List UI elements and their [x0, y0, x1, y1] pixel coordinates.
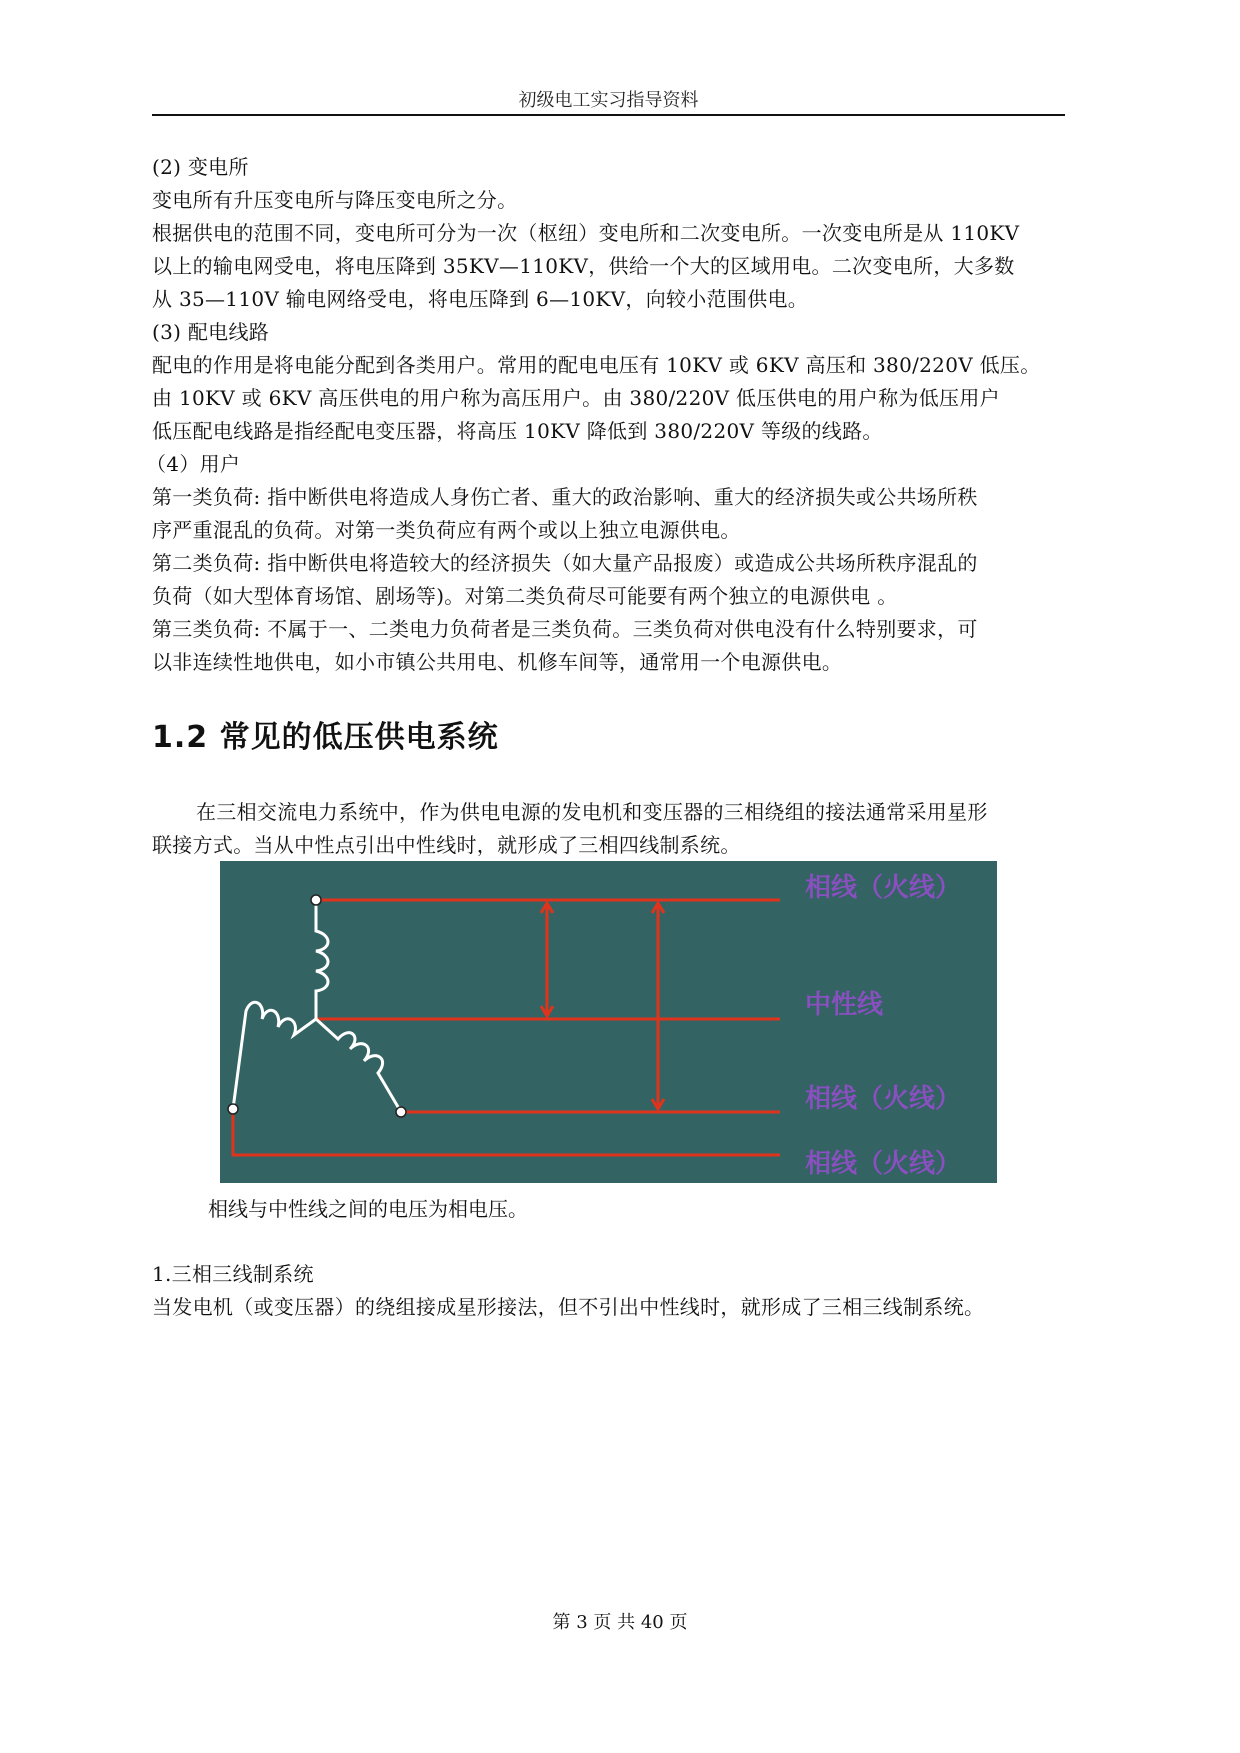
text-line: (3) 配电线路 [152, 320, 270, 344]
winding-right [316, 1019, 401, 1112]
label-neutral: 中性线 [805, 990, 884, 1020]
text-line: 以上的输电网受电，将电压降到 35KV—110KV，供给一个大的区域用电。二次变电所，大多数 [152, 254, 1015, 278]
text-line: 低压配电线路是指经配电变压器，将高压 10KV 降低到 380/220V 等级的线路。 [152, 419, 883, 443]
text-line: 第三类负荷: 不属于一、二类电力负荷者是三类负荷。三类负荷对供电没有什么特别要求，可 [152, 617, 978, 641]
text-line: 序严重混乱的负荷。对第一类负荷应有两个或以上独立电源供电。 [152, 518, 741, 542]
paragraph-line: 联接方式。当从中性点引出中性线时，就形成了三相四线制系统。 [152, 833, 741, 857]
text-line: 从 35—110V 输电网络受电，将电压降到 6—10KV，向较小范围供电。 [152, 287, 809, 311]
terminal-c [228, 1104, 238, 1114]
figure-caption: 相线与中性线之间的电压为相电压。 [208, 1197, 528, 1221]
section-heading: 1.2 常见的低压供电系统 [152, 720, 499, 755]
label-phase-a: 相线（火线） [805, 873, 962, 903]
winding-top [316, 900, 328, 1019]
phase-line-c [233, 1109, 780, 1155]
text-line: 第一类负荷: 指中断供电将造成人身伤亡者、重大的政治影响、重大的经济损失或公共场所秩 [152, 485, 978, 509]
header-rule [152, 114, 1065, 116]
label-phase-c: 相线（火线） [805, 1149, 962, 1179]
paragraph-line: 在三相交流电力系统中，作为供电电源的发电机和变压器的三相绕组的接法通常采用星形 [196, 800, 988, 824]
terminal-a [311, 895, 321, 905]
terminal-b [396, 1107, 406, 1117]
label-phase-b: 相线（火线） [805, 1084, 962, 1114]
text-line: 由 10KV 或 6KV 高压供电的用户称为高压用户。由 380/220V 低压供电的用户称为低压用户 [152, 386, 1000, 410]
text-line: （4）用户 [146, 452, 241, 476]
subsection-heading: 1.三相三线制系统 [152, 1262, 314, 1286]
text-line: 第二类负荷: 指中断供电将造较大的经济损失（如大量产品报废）或造成公共场所秩序混乱的 [152, 551, 978, 575]
text-line: 配电的作用是将电能分配到各类用户。常用的配电电压有 10KV 或 6KV 高压和 380/220V 低压。 [152, 353, 1041, 377]
page-footer: 第 3 页 共 40 页 [552, 1612, 688, 1633]
winding-left [233, 1002, 316, 1109]
star-connection-diagram [220, 861, 997, 1183]
text-line: 负荷（如大型体育场馆、剧场等)。对第二类负荷尽可能要有两个独立的电源供电 。 [152, 584, 898, 608]
text-line: (2) 变电所 [152, 155, 249, 179]
page-header: 初级电工实习指导资料 [518, 90, 699, 111]
subsection-text: 当发电机（或变压器）的绕组接成星形接法，但不引出中性线时，就形成了三相三线制系统。 [152, 1295, 985, 1319]
text-line: 根据供电的范围不同，变电所可分为一次（枢纽）变电所和二次变电所。一次变电所是从 110KV [152, 221, 1020, 245]
text-line: 变电所有升压变电所与降压变电所之分。 [152, 188, 518, 212]
text-line: 以非连续性地供电，如小市镇公共用电、机修车间等，通常用一个电源供电。 [152, 650, 843, 674]
